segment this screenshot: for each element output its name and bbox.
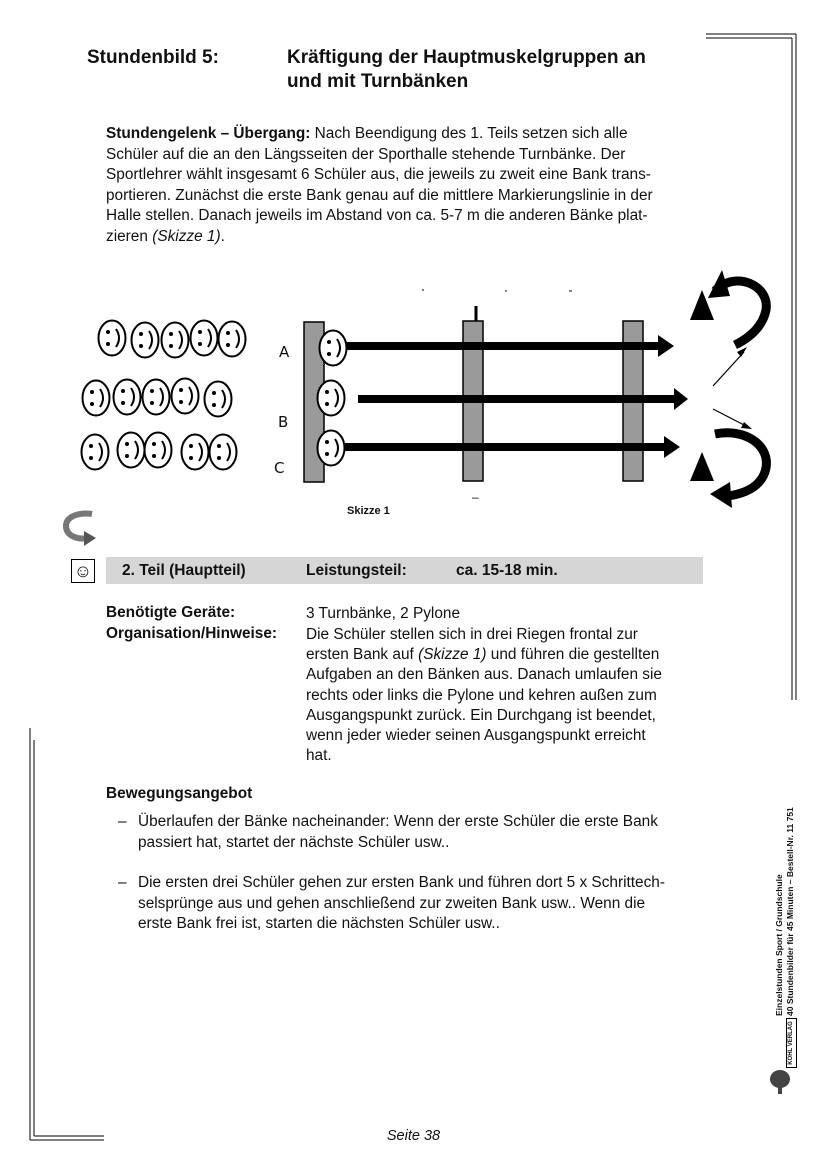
lane-arrow-a <box>340 342 660 350</box>
page-title-line-2: und mit Turnbänken <box>287 71 469 92</box>
pupil-face-icon <box>320 331 347 366</box>
pupil-face-icon <box>83 381 110 416</box>
pupil-face-icon <box>99 321 126 356</box>
row-label-b: B <box>278 413 289 431</box>
section-duration: ca. 15-18 min. <box>456 562 558 579</box>
pylon-bottom <box>690 452 714 481</box>
pupil-face-icon <box>172 379 199 414</box>
section-bar <box>106 557 703 584</box>
movement-heading: Bewegungsangebot <box>106 785 253 802</box>
equipment-label: Benötigte Geräte: <box>106 604 236 621</box>
tree-logo-icon <box>768 1068 792 1096</box>
publisher-logo: KOHL VERLAG <box>786 1018 797 1068</box>
intro-sketch-ref: (Skizze 1) <box>152 227 221 245</box>
intro-line-5: Halle stellen. Danach jeweils im Abstand von ca. 5-7 m die anderen Bänke plat- <box>106 207 648 225</box>
pupil-face-icon <box>219 322 246 357</box>
intro-line-6: zieren <box>106 227 153 245</box>
pupil-face-icon <box>118 433 145 468</box>
intro-line-4: portieren. Zunächst die erste Bank genau auf die mittlere Markierungslinie in der <box>106 186 653 204</box>
pupil-face-icon <box>162 323 189 358</box>
organisation-label: Organisation/Hinweise: <box>106 625 278 642</box>
row-label-c: C <box>274 459 285 477</box>
equipment-value: 3 Turnbänke, 2 Pylone <box>306 605 461 622</box>
pupil-face-icon <box>210 435 237 470</box>
pupil-face-icon <box>182 435 209 470</box>
intro-paragraph: Stundengelenk – Übergang: Nach Beendigung des 1. Teils setzen sich alle Schüler auf die an den Längsseiten der Sporthalle stehende Turnbänke. Der Sportlehrer wählt insgesamt 6 Schüler aus, die jeweils zu zweit eine Bank trans- portieren. Zunächst die erste Bank genau auf die mittlere Markierungslinie in der Halle stellen. Danach jeweils im Abstand von ca. 5-7 m die anderen Bänke plat- zieren (Skizze 1). <box>106 124 704 248</box>
pupil-face-icon <box>318 381 345 416</box>
intro-line-2: Schüler auf die an den Längsseiten der Sporthalle stehende Turnbänke. Der <box>106 145 626 163</box>
lesson-label: Stundenbild 5: <box>87 47 219 68</box>
list-item: – Die ersten drei Schüler gehen zur ersten Bank und führen dort 5 x Schrittech- selsprünge aus und gehen anschließend zur zweiten Bank usw.. Wenn die erste Bank frei ist, starten die nächsten Schüler usw.. <box>118 874 665 933</box>
sketch-dash: – <box>472 490 479 504</box>
sidebar-text: Einzelstunden Sport / Grundschule 40 Stundenbilder für 45 Minuten – Bestell-Nr. 11 751 <box>774 807 795 1016</box>
pupil-face-icon <box>132 323 159 358</box>
lane-arrow-b <box>358 395 676 403</box>
page-title-line-1: Kräftigung der Hauptmuskelgruppen an <box>287 47 646 68</box>
smiley-icon: ☺ <box>71 559 95 583</box>
row-label-a: A <box>279 343 290 361</box>
section-category: Leistungsteil: <box>306 562 407 579</box>
page-number: Seite 38 <box>386 1128 441 1144</box>
pupil-face-icon <box>318 431 345 466</box>
intro-label: Stundengelenk – Übergang: <box>106 125 311 142</box>
list-item: – Überlaufen der Bänke nacheinander: Wenn der erste Schüler die erste Bank passiert hat, startet der nächste Schüler usw.. <box>118 813 658 851</box>
intro-line-3: Sportlehrer wählt insgesamt 6 Schüler aus, die jeweils zu zweit eine Bank trans- <box>106 166 651 184</box>
pupil-face-icon <box>145 433 172 468</box>
lane-arrow-c <box>340 443 666 451</box>
sketch-diagram <box>0 0 827 560</box>
sketch-caption: Skizze 1 <box>347 505 390 517</box>
pupil-face-icon <box>191 321 218 356</box>
pupil-face-icon <box>205 382 232 417</box>
pupil-face-icon <box>82 435 109 470</box>
pupil-face-icon <box>114 380 141 415</box>
intro-line-1: Nach Beendigung des 1. Teils setzen sich alle <box>310 125 628 142</box>
pupil-face-icon <box>143 380 170 415</box>
section-part: 2. Teil (Hauptteil) <box>122 562 246 579</box>
organisation-text: Die Schüler stellen sich in drei Riegen frontal zur ersten Bank auf (Skizze 1) und führen die gestellten Aufgaben an den Bänken aus. Danach umlaufen sie rechts oder links die Pylone und kehren außen zum Ausgangspunkt zurück. Ein Durchgang ist beendet, wenn jeder wieder seinen Ausgangspunkt erreicht hat. <box>306 626 662 765</box>
